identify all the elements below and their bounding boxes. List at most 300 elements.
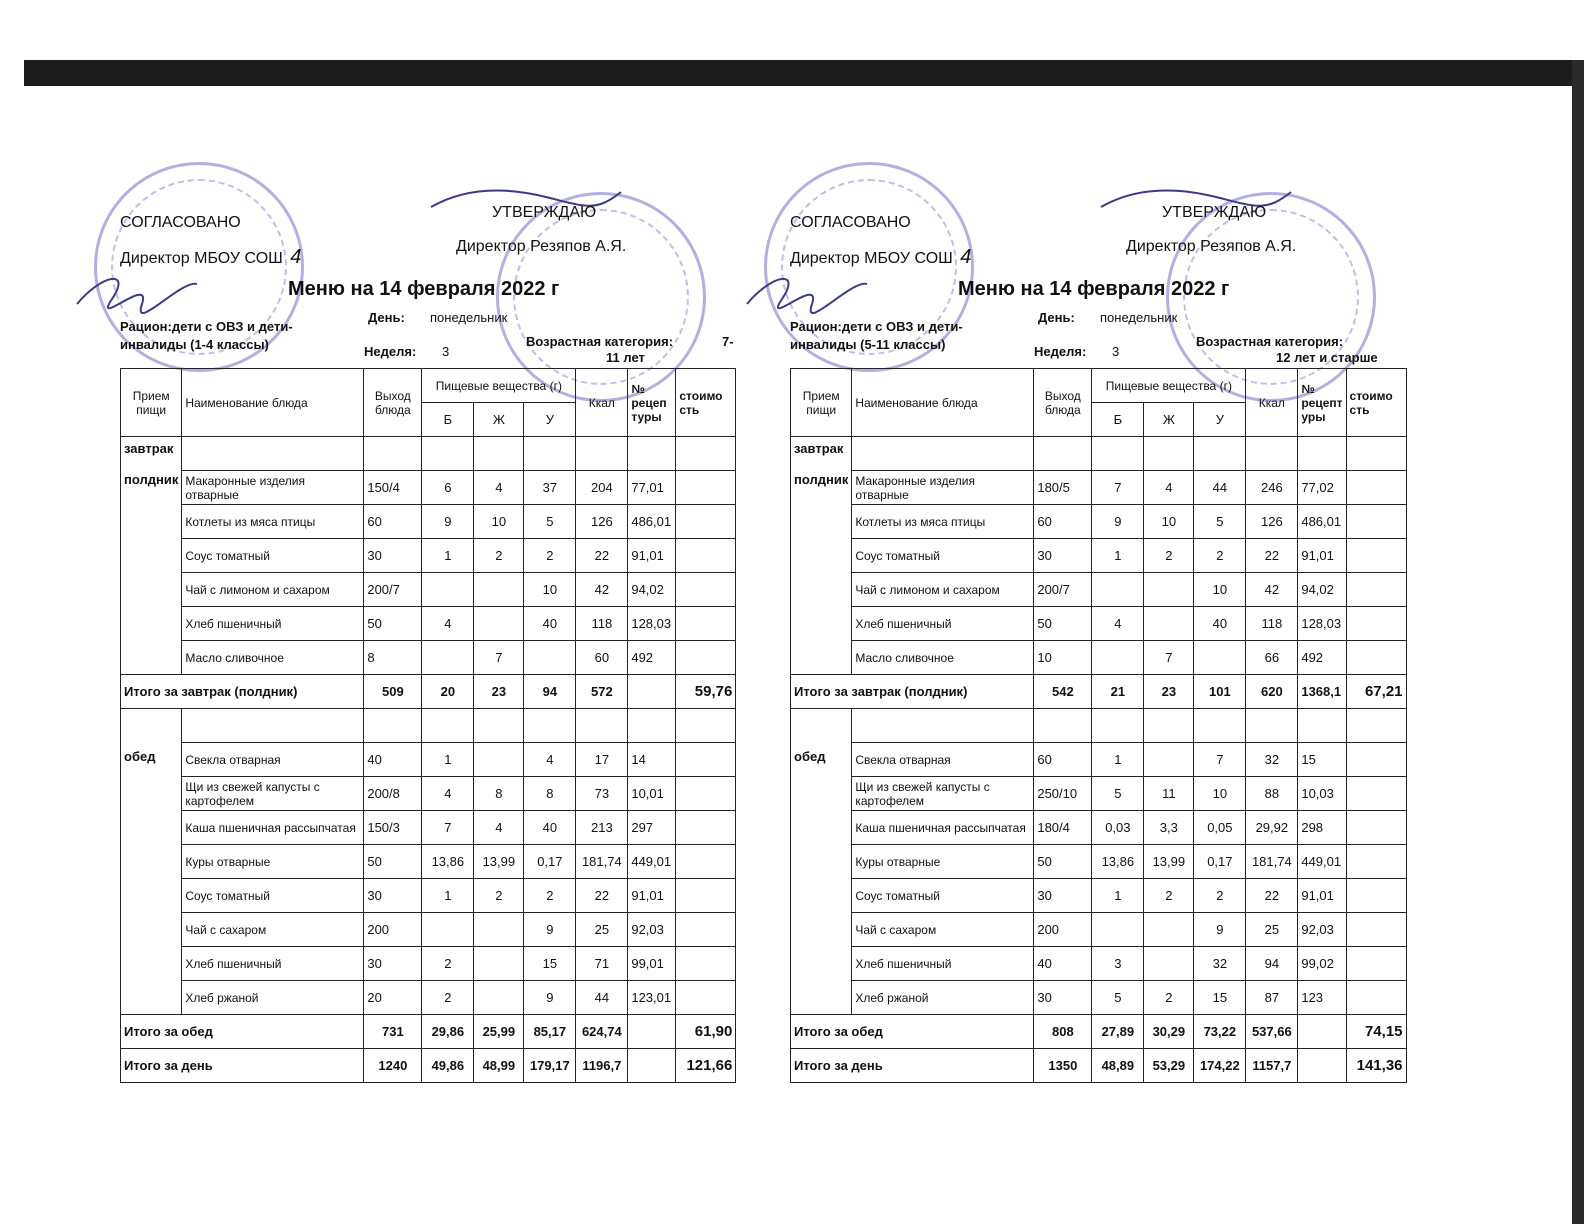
signature-agreed bbox=[742, 264, 872, 314]
dish-fat bbox=[474, 981, 524, 1015]
dish-recipe: 486,01 bbox=[1298, 505, 1346, 539]
empty-cell bbox=[1298, 709, 1346, 743]
empty-cell bbox=[852, 709, 1034, 743]
dish-name: Соус томатный bbox=[852, 879, 1034, 913]
dish-fat: 8 bbox=[474, 777, 524, 811]
empty-cell bbox=[422, 709, 474, 743]
dish-protein: 1 bbox=[1092, 539, 1144, 573]
dish-kcal: 181,74 bbox=[1246, 845, 1298, 879]
day-value: понедельник bbox=[1100, 310, 1178, 325]
dish-name: Каша пшеничная рассыпчатая bbox=[182, 811, 364, 845]
total-recipe bbox=[628, 675, 676, 709]
header-meal: Прием пищи bbox=[791, 369, 852, 437]
table-row bbox=[791, 947, 1407, 981]
dish-cost bbox=[676, 573, 736, 607]
dish-carbs: 2 bbox=[524, 539, 576, 573]
dish-cost bbox=[1346, 607, 1406, 641]
empty-cell bbox=[364, 437, 422, 471]
dish-output: 20 bbox=[364, 981, 422, 1015]
dish-kcal: 118 bbox=[576, 607, 628, 641]
dish-name: Соус томатный bbox=[182, 539, 364, 573]
dish-cost bbox=[676, 539, 736, 573]
table-row bbox=[121, 947, 736, 981]
dish-output: 30 bbox=[1034, 539, 1092, 573]
dish-cost bbox=[676, 505, 736, 539]
dish-output: 50 bbox=[364, 607, 422, 641]
table-row bbox=[791, 981, 1407, 1015]
table-row bbox=[121, 471, 736, 505]
breakfast-meal-cell bbox=[791, 437, 852, 675]
empty-cell bbox=[524, 437, 576, 471]
total-output: 808 bbox=[1034, 1015, 1092, 1049]
menu-title: Меню на 14 февраля 2022 г bbox=[288, 278, 560, 300]
dish-output: 30 bbox=[364, 879, 422, 913]
dish-carbs: 15 bbox=[1194, 981, 1246, 1015]
total-cost: 61,90 bbox=[676, 1015, 736, 1049]
dish-protein: 7 bbox=[422, 811, 474, 845]
school-number: 4 bbox=[960, 246, 972, 268]
total-cost: 141,36 bbox=[1346, 1049, 1406, 1083]
dish-kcal: 94 bbox=[1246, 947, 1298, 981]
approve-label: УТВЕРЖДАЮ bbox=[1162, 204, 1267, 221]
empty-cell bbox=[1194, 709, 1246, 743]
dish-fat: 2 bbox=[474, 879, 524, 913]
dish-name: Куры отварные bbox=[852, 845, 1034, 879]
empty-cell bbox=[1298, 437, 1346, 471]
dish-protein: 9 bbox=[422, 505, 474, 539]
dish-protein bbox=[1092, 913, 1144, 947]
dish-recipe: 91,01 bbox=[628, 539, 676, 573]
dish-recipe: 492 bbox=[628, 641, 676, 675]
lunch-meal-cell bbox=[121, 709, 182, 1015]
dish-output: 30 bbox=[1034, 879, 1092, 913]
dish-name: Щи из свежей капусты с картофелем bbox=[852, 777, 1034, 811]
dish-recipe: 99,02 bbox=[1298, 947, 1346, 981]
dish-cost bbox=[1346, 539, 1406, 573]
menu-table bbox=[790, 368, 1407, 1083]
dish-output: 200/8 bbox=[364, 777, 422, 811]
dish-recipe: 92,03 bbox=[1298, 913, 1346, 947]
dish-fat: 4 bbox=[474, 811, 524, 845]
day-total-row bbox=[791, 1049, 1407, 1083]
day-total-row bbox=[121, 1049, 736, 1083]
dish-recipe: 449,01 bbox=[628, 845, 676, 879]
breakfast-meal-cell bbox=[121, 437, 182, 675]
dish-carbs: 40 bbox=[524, 607, 576, 641]
dish-fat: 13,99 bbox=[1144, 845, 1194, 879]
table-row bbox=[791, 913, 1407, 947]
dish-protein: 3 bbox=[1092, 947, 1144, 981]
total-kcal: 572 bbox=[576, 675, 628, 709]
dish-output: 200/7 bbox=[364, 573, 422, 607]
empty-cell bbox=[852, 437, 1034, 471]
dish-kcal: 213 bbox=[576, 811, 628, 845]
total-cost: 74,15 bbox=[1346, 1015, 1406, 1049]
dish-cost bbox=[1346, 845, 1406, 879]
table-row bbox=[121, 811, 736, 845]
age-category-label: Возрастная категория: bbox=[1196, 334, 1344, 349]
header-dish-name: Наименование блюда bbox=[182, 369, 364, 437]
dish-protein: 13,86 bbox=[422, 845, 474, 879]
dish-carbs: 9 bbox=[524, 913, 576, 947]
dish-kcal: 87 bbox=[1246, 981, 1298, 1015]
total-recipe: 1368,1 bbox=[1298, 675, 1346, 709]
dish-carbs: 0,17 bbox=[524, 845, 576, 879]
table-row bbox=[791, 573, 1407, 607]
dish-carbs bbox=[1194, 641, 1246, 675]
header-dish-name: Наименование блюда bbox=[852, 369, 1034, 437]
dish-protein: 2 bbox=[422, 947, 474, 981]
week-label: Неделя: bbox=[364, 344, 417, 359]
director-school-line bbox=[120, 246, 309, 269]
dish-carbs: 0,17 bbox=[1194, 845, 1246, 879]
table-row bbox=[791, 845, 1407, 879]
lunch-label: обед bbox=[794, 749, 826, 764]
dish-recipe: 297 bbox=[628, 811, 676, 845]
total-label: Итого за обед bbox=[791, 1015, 1034, 1049]
lunch-label: обед bbox=[124, 749, 156, 764]
table-row bbox=[121, 607, 736, 641]
dish-carbs: 0,05 bbox=[1194, 811, 1246, 845]
dish-kcal: 29,92 bbox=[1246, 811, 1298, 845]
snack-label: полдник bbox=[794, 472, 849, 487]
dish-protein: 1 bbox=[422, 743, 474, 777]
empty-cell bbox=[576, 437, 628, 471]
dish-recipe: 99,01 bbox=[628, 947, 676, 981]
dish-carbs: 8 bbox=[524, 777, 576, 811]
dish-recipe: 298 bbox=[1298, 811, 1346, 845]
menu-table bbox=[120, 368, 736, 1083]
total-fat: 23 bbox=[474, 675, 524, 709]
total-output: 1240 bbox=[364, 1049, 422, 1083]
dish-cost bbox=[676, 743, 736, 777]
table-row bbox=[121, 743, 736, 777]
total-recipe bbox=[628, 1015, 676, 1049]
total-output: 1350 bbox=[1034, 1049, 1092, 1083]
empty-cell bbox=[1034, 709, 1092, 743]
dish-recipe: 123,01 bbox=[628, 981, 676, 1015]
total-carbs: 73,22 bbox=[1194, 1015, 1246, 1049]
dish-output: 40 bbox=[1034, 947, 1092, 981]
header-cost: стоимо сть bbox=[676, 369, 736, 437]
dish-fat bbox=[1144, 743, 1194, 777]
week-value: 3 bbox=[1112, 344, 1120, 359]
dish-recipe: 94,02 bbox=[1298, 573, 1346, 607]
dish-carbs: 5 bbox=[524, 505, 576, 539]
dish-kcal: 88 bbox=[1246, 777, 1298, 811]
total-protein: 48,89 bbox=[1092, 1049, 1144, 1083]
school-number: 4 bbox=[290, 246, 302, 268]
header-carbs: У bbox=[1194, 403, 1246, 437]
dish-carbs: 44 bbox=[1194, 471, 1246, 505]
dish-name: Хлеб ржаной bbox=[182, 981, 364, 1015]
week-label: Неделя: bbox=[1034, 344, 1087, 359]
day-label: День: bbox=[1038, 310, 1075, 325]
dish-fat bbox=[1144, 573, 1194, 607]
table-body bbox=[791, 369, 1407, 1083]
dish-name: Свекла отварная bbox=[182, 743, 364, 777]
dish-fat: 11 bbox=[1144, 777, 1194, 811]
total-output: 509 bbox=[364, 675, 422, 709]
table-row bbox=[791, 641, 1407, 675]
dish-kcal: 42 bbox=[576, 573, 628, 607]
day-label: День: bbox=[368, 310, 405, 325]
dish-protein: 13,86 bbox=[1092, 845, 1144, 879]
dish-cost bbox=[676, 845, 736, 879]
breakfast-label-row bbox=[791, 437, 1407, 471]
dish-cost bbox=[676, 811, 736, 845]
table-row bbox=[791, 505, 1407, 539]
dish-protein: 1 bbox=[422, 539, 474, 573]
dish-cost bbox=[676, 947, 736, 981]
dish-cost bbox=[1346, 947, 1406, 981]
dish-cost bbox=[1346, 505, 1406, 539]
dish-cost bbox=[1346, 573, 1406, 607]
empty-cell bbox=[422, 437, 474, 471]
dish-carbs: 37 bbox=[524, 471, 576, 505]
empty-cell bbox=[628, 709, 676, 743]
dish-kcal: 126 bbox=[576, 505, 628, 539]
dish-carbs: 5 bbox=[1194, 505, 1246, 539]
dish-carbs: 40 bbox=[1194, 607, 1246, 641]
dish-name: Масло сливочное bbox=[852, 641, 1034, 675]
dish-output: 40 bbox=[364, 743, 422, 777]
header-recipe: № рецепт уры bbox=[1298, 369, 1346, 437]
table-row bbox=[791, 539, 1407, 573]
dish-protein: 0,03 bbox=[1092, 811, 1144, 845]
dish-output: 150/3 bbox=[364, 811, 422, 845]
dish-name: Макаронные изделия отварные bbox=[852, 471, 1034, 505]
total-kcal: 1157,7 bbox=[1246, 1049, 1298, 1083]
dish-output: 250/10 bbox=[1034, 777, 1092, 811]
dish-kcal: 32 bbox=[1246, 743, 1298, 777]
dish-cost bbox=[1346, 981, 1406, 1015]
dish-protein: 6 bbox=[422, 471, 474, 505]
total-cost: 67,21 bbox=[1346, 675, 1406, 709]
age-category-value: 12 лет и старше bbox=[1276, 350, 1378, 365]
dish-fat bbox=[1144, 607, 1194, 641]
header-protein: Б bbox=[1092, 403, 1144, 437]
dish-carbs: 10 bbox=[1194, 573, 1246, 607]
table-row bbox=[791, 811, 1407, 845]
dish-cost bbox=[1346, 777, 1406, 811]
table-row bbox=[121, 879, 736, 913]
total-fat: 23 bbox=[1144, 675, 1194, 709]
ration-label: Рацион:дети с ОВЗ и дети-инвалиды (5-11 классы) bbox=[790, 319, 963, 352]
week-value: 3 bbox=[442, 344, 450, 359]
dish-recipe: 10,01 bbox=[628, 777, 676, 811]
table-row bbox=[121, 845, 736, 879]
total-cost: 59,76 bbox=[676, 675, 736, 709]
empty-cell bbox=[364, 709, 422, 743]
menu-page-primary bbox=[116, 0, 756, 1224]
dish-cost bbox=[1346, 743, 1406, 777]
dish-output: 10 bbox=[1034, 641, 1092, 675]
total-carbs: 101 bbox=[1194, 675, 1246, 709]
header-nutrients: Пищевые вещества (г) bbox=[1092, 369, 1246, 403]
menu-page-secondary bbox=[786, 0, 1426, 1224]
dish-kcal: 246 bbox=[1246, 471, 1298, 505]
total-cost: 121,66 bbox=[676, 1049, 736, 1083]
dish-carbs: 15 bbox=[524, 947, 576, 981]
dish-kcal: 22 bbox=[1246, 879, 1298, 913]
total-recipe bbox=[1298, 1015, 1346, 1049]
empty-cell bbox=[628, 437, 676, 471]
dish-fat: 2 bbox=[1144, 981, 1194, 1015]
table-row bbox=[791, 471, 1407, 505]
dish-protein: 1 bbox=[1092, 879, 1144, 913]
dish-kcal: 42 bbox=[1246, 573, 1298, 607]
dish-recipe: 77,02 bbox=[1298, 471, 1346, 505]
dish-protein: 1 bbox=[422, 879, 474, 913]
empty-cell bbox=[1034, 437, 1092, 471]
total-fat: 30,29 bbox=[1144, 1015, 1194, 1049]
empty-cell bbox=[576, 709, 628, 743]
dish-recipe: 123 bbox=[1298, 981, 1346, 1015]
dish-fat bbox=[1144, 947, 1194, 981]
lunch-empty-row bbox=[791, 709, 1407, 743]
dish-fat: 13,99 bbox=[474, 845, 524, 879]
dish-kcal: 22 bbox=[576, 879, 628, 913]
header-output: Выход блюда bbox=[364, 369, 422, 437]
dish-fat: 10 bbox=[474, 505, 524, 539]
dish-protein: 4 bbox=[422, 607, 474, 641]
dish-protein bbox=[422, 641, 474, 675]
table-row bbox=[121, 505, 736, 539]
dish-carbs: 2 bbox=[524, 879, 576, 913]
dish-cost bbox=[676, 471, 736, 505]
total-carbs: 85,17 bbox=[524, 1015, 576, 1049]
ration-label: Рацион:дети с ОВЗ и дети-инвалиды (1-4 классы) bbox=[120, 319, 293, 352]
agreed-label: СОГЛАСОВАНО bbox=[120, 214, 241, 231]
total-label: Итого за обед bbox=[121, 1015, 364, 1049]
dish-protein: 4 bbox=[1092, 607, 1144, 641]
dish-name: Щи из свежей капусты с картофелем bbox=[182, 777, 364, 811]
dish-output: 200/7 bbox=[1034, 573, 1092, 607]
dish-output: 60 bbox=[1034, 743, 1092, 777]
dish-fat: 10 bbox=[1144, 505, 1194, 539]
dish-carbs: 40 bbox=[524, 811, 576, 845]
dish-kcal: 22 bbox=[1246, 539, 1298, 573]
dish-name: Куры отварные bbox=[182, 845, 364, 879]
total-kcal: 624,74 bbox=[576, 1015, 628, 1049]
director-name: Директор Резяпов А.Я. bbox=[456, 238, 627, 255]
empty-cell bbox=[182, 437, 364, 471]
agreed-label: СОГЛАСОВАНО bbox=[790, 214, 911, 231]
empty-cell bbox=[676, 437, 736, 471]
dish-output: 50 bbox=[1034, 845, 1092, 879]
breakfast-total-row bbox=[121, 675, 736, 709]
lunch-total-row bbox=[121, 1015, 736, 1049]
dish-fat bbox=[474, 743, 524, 777]
dish-kcal: 60 bbox=[576, 641, 628, 675]
header-cost: стоимо сть bbox=[1346, 369, 1406, 437]
dish-output: 150/4 bbox=[364, 471, 422, 505]
total-label: Итого за завтрак (полдник) bbox=[121, 675, 364, 709]
dish-protein: 4 bbox=[422, 777, 474, 811]
dish-name: Чай с сахаром bbox=[852, 913, 1034, 947]
dish-kcal: 22 bbox=[576, 539, 628, 573]
dish-kcal: 73 bbox=[576, 777, 628, 811]
dish-carbs: 10 bbox=[1194, 777, 1246, 811]
header-fat: Ж bbox=[1144, 403, 1194, 437]
empty-cell bbox=[1092, 709, 1144, 743]
dish-carbs: 7 bbox=[1194, 743, 1246, 777]
total-output: 542 bbox=[1034, 675, 1092, 709]
dish-fat: 2 bbox=[1144, 539, 1194, 573]
dish-output: 8 bbox=[364, 641, 422, 675]
dish-kcal: 126 bbox=[1246, 505, 1298, 539]
table-row bbox=[791, 743, 1407, 777]
header-fat: Ж bbox=[474, 403, 524, 437]
dish-name: Чай с сахаром bbox=[182, 913, 364, 947]
total-kcal: 620 bbox=[1246, 675, 1298, 709]
dish-fat: 2 bbox=[474, 539, 524, 573]
dish-recipe: 15 bbox=[1298, 743, 1346, 777]
empty-cell bbox=[474, 709, 524, 743]
table-row bbox=[121, 641, 736, 675]
table-row bbox=[121, 573, 736, 607]
dish-protein bbox=[1092, 573, 1144, 607]
dish-recipe: 77,01 bbox=[628, 471, 676, 505]
total-carbs: 174,22 bbox=[1194, 1049, 1246, 1083]
empty-cell bbox=[1346, 437, 1406, 471]
empty-cell bbox=[1144, 709, 1194, 743]
dish-recipe: 486,01 bbox=[628, 505, 676, 539]
dish-carbs: 32 bbox=[1194, 947, 1246, 981]
total-fat: 25,99 bbox=[474, 1015, 524, 1049]
table-row bbox=[791, 879, 1407, 913]
dish-fat: 4 bbox=[474, 471, 524, 505]
table-row bbox=[121, 913, 736, 947]
dish-recipe: 91,01 bbox=[628, 879, 676, 913]
empty-cell bbox=[182, 709, 364, 743]
table-header-row bbox=[121, 369, 736, 403]
dish-cost bbox=[676, 879, 736, 913]
table-row bbox=[121, 539, 736, 573]
age-category-label: Возрастная категория: bbox=[526, 334, 674, 349]
dish-fat bbox=[474, 913, 524, 947]
dish-kcal: 17 bbox=[576, 743, 628, 777]
dish-name: Хлеб пшеничный bbox=[852, 947, 1034, 981]
dish-kcal: 118 bbox=[1246, 607, 1298, 641]
dish-name: Каша пшеничная рассыпчатая bbox=[852, 811, 1034, 845]
dish-protein: 5 bbox=[1092, 981, 1144, 1015]
age-category-value: 11 лет bbox=[606, 350, 645, 365]
header-protein: Б bbox=[422, 403, 474, 437]
lunch-meal-cell bbox=[791, 709, 852, 1015]
breakfast-label: завтрак bbox=[124, 441, 174, 456]
total-kcal: 537,66 bbox=[1246, 1015, 1298, 1049]
director-school-line bbox=[790, 246, 979, 269]
table-row bbox=[791, 777, 1407, 811]
total-carbs: 179,17 bbox=[524, 1049, 576, 1083]
dish-name: Соус томатный bbox=[182, 879, 364, 913]
dish-cost bbox=[1346, 879, 1406, 913]
dish-protein: 1 bbox=[1092, 743, 1144, 777]
dish-recipe: 449,01 bbox=[1298, 845, 1346, 879]
dish-fat bbox=[474, 573, 524, 607]
dish-output: 50 bbox=[1034, 607, 1092, 641]
dish-output: 30 bbox=[364, 947, 422, 981]
dish-recipe: 10,03 bbox=[1298, 777, 1346, 811]
dish-name: Масло сливочное bbox=[182, 641, 364, 675]
empty-cell bbox=[474, 437, 524, 471]
day-value: понедельник bbox=[430, 310, 508, 325]
menu-title: Меню на 14 февраля 2022 г bbox=[958, 278, 1230, 300]
dish-kcal: 25 bbox=[576, 913, 628, 947]
dish-kcal: 66 bbox=[1246, 641, 1298, 675]
